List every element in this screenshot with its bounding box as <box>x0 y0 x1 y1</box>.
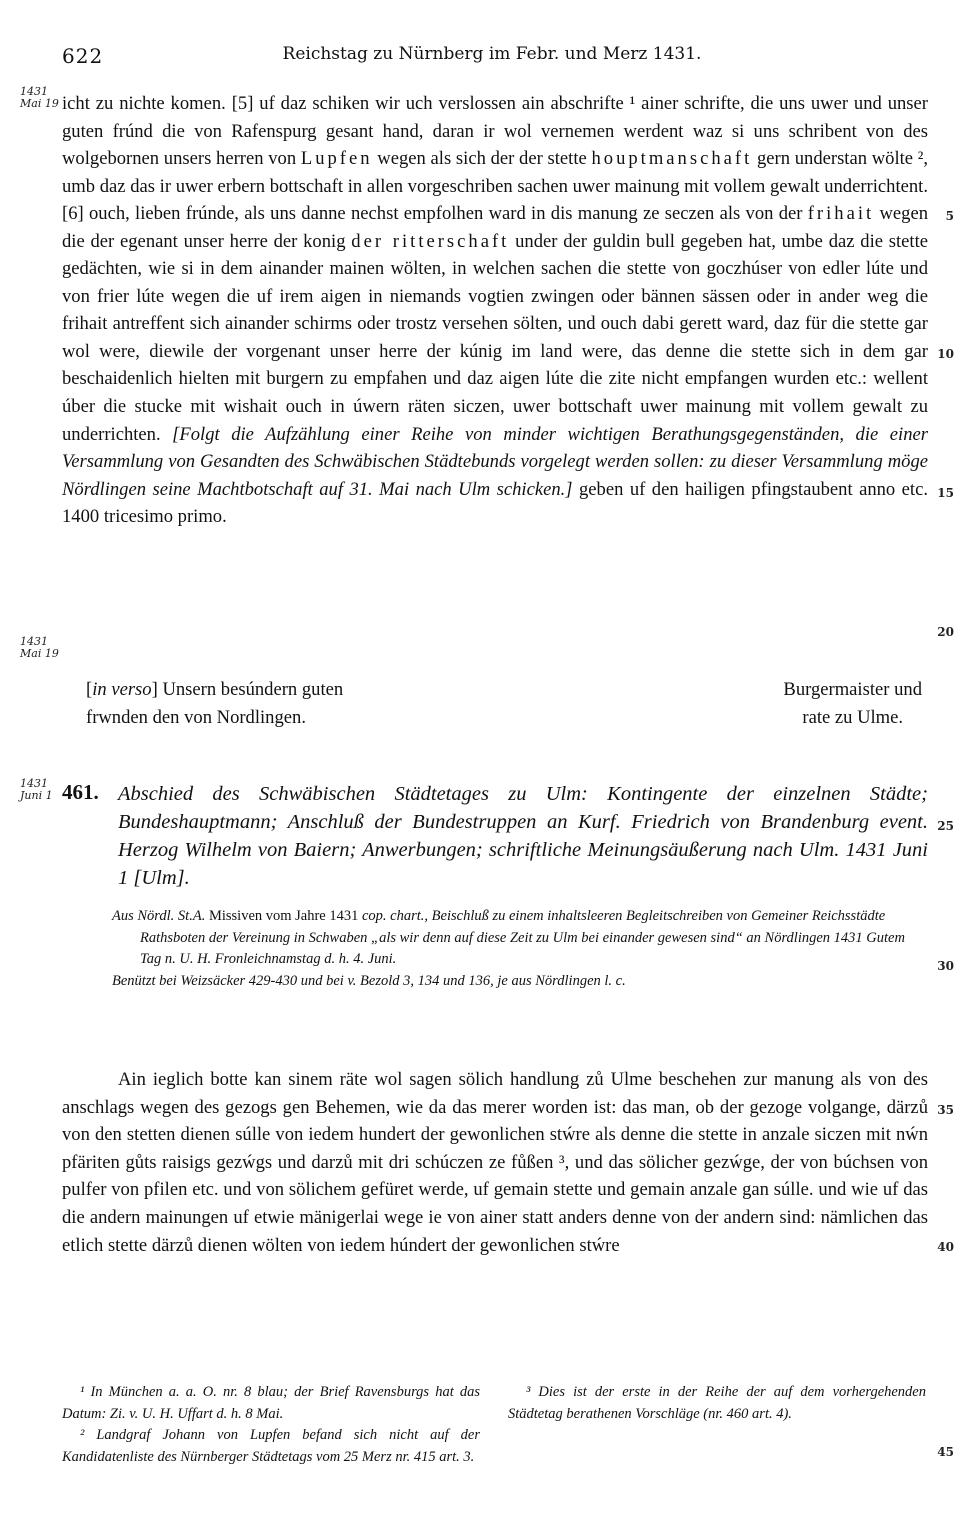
running-title: Reichstag zu Nürnberg im Febr. und Merz 1431. <box>282 44 702 64</box>
source-line: Benützt bei Weizsäcker 429-430 und bei v. Bezold 3, 134 und 136, je aus Nördlingen l. c. <box>112 972 626 989</box>
verso-label: in verso <box>92 679 152 700</box>
line-number: 30 <box>937 959 954 973</box>
footnote-column-left <box>62 1382 480 1468</box>
source-line: Aus Nördl. St.A. Missiven vom Jahre 1431 cop. chart., Beischluß zu einem inhaltsleeren Begleitschreiben von Gemeiner Reichsstädte Rathsboten der Vereinung in Schwaben „als wir denn auf diese Zeit zu Ulm bei einander gewesen sind“ an Nördlingen 1431 Gutem Tag n. U. H. Fronleichnamstag d. h. 4. Juni. <box>112 908 905 967</box>
line-number: 40 <box>937 1240 954 1254</box>
spaced-term-houptmanschaft: houptmanschaft <box>591 148 753 170</box>
margin-day: Mai 19 <box>20 647 59 660</box>
line-number: 5 <box>945 209 954 223</box>
spaced-name-lupfen: Lupfen <box>300 148 373 170</box>
line-number: 15 <box>937 486 954 500</box>
page-number: 622 <box>62 44 104 68</box>
footnote-1: ¹ In München a. a. O. nr. 8 blau; der Brief Ravensburgs hat das Datum: Zi. v. U. H. Uffart d. h. 8 Mai. <box>62 1384 480 1422</box>
margin-year: 1431 <box>20 85 48 98</box>
margin-date-signature <box>20 636 59 660</box>
entry-number: 461. <box>62 780 99 804</box>
page-header <box>62 44 922 70</box>
margin-year: 1431 <box>20 777 48 790</box>
margin-day: Juni 1 <box>20 789 53 802</box>
sender: Burgermaister und rate zu Ulme. <box>783 679 922 728</box>
margin-date-top <box>20 86 59 110</box>
entry-title: Abschied des Schwäbischen Städtetages zu Ulm: Kontingente der einzelnen Städte; Bundeshauptmann; Anschluß der Bundestruppen an Kurf. Friedrich von Brandenburg event. Herzog Wilhelm von Baiern; Anwerbungen; schriftliche Meinungsäußerung nach Ulm. 1431 Juni 1 [Ulm]. <box>118 783 928 889</box>
address: [in verso] Unsern besúndern guten frwnden den von Nordlingen. <box>86 679 344 728</box>
footnote-column-right <box>508 1382 926 1425</box>
spaced-term-ritterschaft: der ritterschaft <box>351 230 510 252</box>
letter-paragraph: icht zu nichte komen. [5] uf daz schiken wir uch verslossen ain abschrifte ¹ ainer schrifte, die uns uwer und unser guten frúnd die von Rafenspurg gesant hand, daran ir wol vernemen werdent waz si uns schribent von des wolgebornen unsers herren von Lupfen wegen als sich der der stette houptmanschaft gern understan wölte ², umb daz das ir uwer erbern bottschaft in allen vorgeschriben sachen uwer mainung mit vollem gewalt underrichtent. [6] ouch, lieben frúnde, als uns danne nechst empfolhen ward in dis manung ze seczen als von der frihait wegen die der egenant unser herre der konig der ritterschaft under der guldin bull gegeben hat, umbe daz die stette gedächten, wie si in dem ainander mainen wölten, in welchen sachen die stette von goczhúser von edler lúte und von frier lúte wegen die uf irem aigen in niemands vogtien zwingen oder bännen sässen oder in ander weg die frihait antreffent sich ainander schirms oder trostz versehen sölten, und ouch dabi gerett ward, daz für die stette gar wol were, diewile der vorgenant unser herre der kúnig im land were, das denne die stette sich in dem gar beschaidenlich hielten mit burgern zu empfahen und daz aigen lúte die zite nicht empfangen wurden etc.: wellent úber die stucke mit wishait ouch in úwern räten siczen, uwer bottschaft uwer mainung mit vollem gewalt zu underrichten. [Folgt die Aufzählung einer Reihe von minder wichtigen Berathungsgegenständen, die einer Versammlung von Gesandten des Schwäbischen Städtebunds vorgelegt werden sollen: zu dieser Versammlung möge Nördlingen seine Machtbotschaft auf 31. Mai nach Ulm schicken.] geben uf den hailigen pfingstaubent anno etc. 1400 tricesimo primo. <box>62 93 929 528</box>
line-number: 25 <box>937 819 954 833</box>
line-number: 10 <box>937 347 954 361</box>
line-number: 35 <box>937 1103 954 1117</box>
margin-year: 1431 <box>20 635 48 648</box>
spaced-term-frihait: frihait <box>807 203 875 225</box>
entry-461-heading <box>62 780 928 892</box>
source-notes <box>112 906 928 992</box>
letter-body <box>62 90 928 531</box>
margin-day: Mai 19 <box>20 97 59 110</box>
editorial-note: [Folgt die Aufzählung einer Reihe von minder wichtigen Berathungsgegenständen, die einer Versammlung von Gesandten des Schwäbischen Städtebunds vorgelegt werden sollen: zu dieser Versammlung möge Nördlingen seine Machtbotschaft auf 31. Mai nach Ulm schicken.] <box>62 423 928 500</box>
entry-body <box>62 1066 928 1259</box>
body-paragraph: Ain ieglich botte kan sinem räte wol sagen sölich handlung zů Ulme beschehen zur manung als von des anschlags wegen des gezogs gen Behemen, wie da das merer worden ist: das man, ob der gezoge volgange, därzů von den stetten dienen súlle von iedem hundert der gewonlichen stẃre als denne die stette in anzale siczen mit nẃn pfäriten gůts raisigs gezẃgs und darzů mit dri schúczen ze fůßen ³, und das sölicher gezẃge, der von búchsen von pulfer von pfilen etc. und von sölichem gefüret werde, uf gemain stette und gemain anzale gan súlle. und wie uf das die andern mainungen uf etwie mänigerlai wege ie von ainer statt anders denne von der andern sind: nämlichen das etlich stette därzů dienen wölten von iedem húndert der gewonlichen stẃre <box>62 1069 928 1256</box>
line-number: 20 <box>937 625 954 639</box>
margin-date-entry <box>20 778 53 802</box>
footnote-2: ² Landgraf Johann von Lupfen befand sich nicht auf der Kandidatenliste des Nürnberger Städtetags vom 25 Merz nr. 415 art. 3. <box>62 1427 480 1465</box>
footnote-3: ³ Dies ist der erste in der Reihe der auf dem vorhergehenden Städtetag berathenen Vorschläge (nr. 460 art. 4). <box>508 1384 926 1422</box>
line-number: 45 <box>937 1445 954 1459</box>
